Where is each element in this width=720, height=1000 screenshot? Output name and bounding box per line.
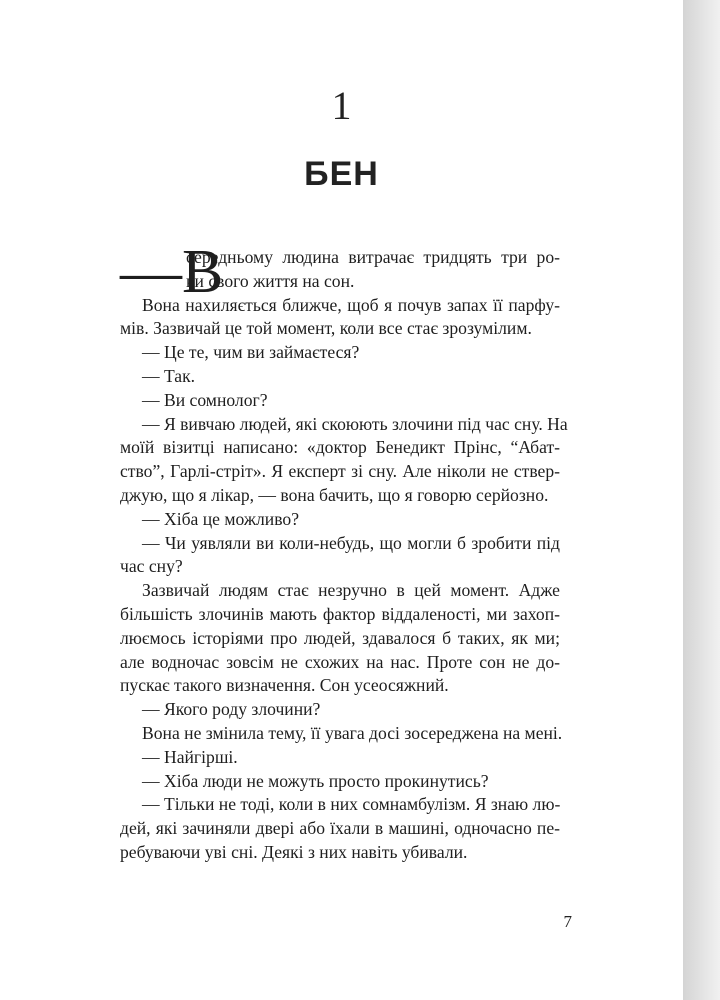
page-edge-shadow bbox=[683, 0, 720, 1000]
text-line: більшість злочинів мають фактор віддаленості, ми захоп- bbox=[120, 603, 560, 624]
text-line: ство”, Гарлі-стріт». Я експерт зі сну. Але ніколи не ствер- bbox=[120, 461, 560, 482]
text-line: — Якого роду злочини? bbox=[142, 699, 321, 720]
text-line: — Чи уявляли ви коли-небудь, що могли б зробити під bbox=[142, 532, 560, 553]
text-line: ки свого життя на сон. bbox=[186, 270, 355, 291]
text-line: Зазвичай людям стає незручно в цей момент. Адже bbox=[142, 580, 560, 601]
chapter-number: 1 bbox=[331, 83, 352, 128]
text-line: — Я вивчаю людей, які скоюють злочини під час сну. На bbox=[142, 413, 568, 434]
text-line: — Найгірші. bbox=[142, 746, 238, 767]
text-line: Вона нахиляється ближче, щоб я почув запах її парфу- bbox=[142, 294, 560, 315]
text-line: Вона не змінила тему, її увага досі зосереджена на мені. bbox=[142, 722, 563, 743]
text-line: — Хіба це можливо? bbox=[142, 508, 300, 529]
chapter-title: БЕН bbox=[304, 155, 379, 193]
text-line: ребуваючи уві сні. Деякі з них навіть убивали. bbox=[120, 841, 468, 862]
text-line: люємось історіями про людей, здавалося б таких, як ми; bbox=[120, 627, 560, 648]
text-line: — Це те, чим ви займаєтеся? bbox=[142, 342, 360, 363]
text-line: дей, які зачиняли двері або їхали в машині, одночасно пе- bbox=[120, 818, 560, 839]
text-line: — Хіба люди не можуть просто прокинутись? bbox=[142, 770, 489, 791]
text-line: моїй візитці написано: «доктор Бенедикт Прінс, “Абат- bbox=[120, 437, 560, 458]
text-line: — Тільки не тоді, коли в них сомнамбулізм. Я знаю лю- bbox=[142, 794, 561, 815]
text-line: середньому людина витрачає тридцять три ро- bbox=[186, 247, 560, 267]
text-line: але водночас зовсім не схожих на нас. Проте сон не до- bbox=[120, 651, 560, 672]
text-line: джую, що я лікар, — вона бачить, що я говорю серйозно. bbox=[120, 484, 549, 505]
chapter-body-text bbox=[120, 238, 568, 865]
text-line: — Ви сомнолог? bbox=[142, 389, 268, 410]
text-line: час сну? bbox=[120, 556, 183, 577]
page-number: 7 bbox=[563, 912, 572, 931]
text-line: мів. Зазвичай це той момент, коли все стає зрозумілим. bbox=[120, 318, 532, 339]
text-line: — Так. bbox=[142, 365, 196, 386]
text-line: пускає такого визначення. Сон усеосяжний. bbox=[120, 675, 449, 696]
drop-cap: —В bbox=[120, 238, 224, 306]
